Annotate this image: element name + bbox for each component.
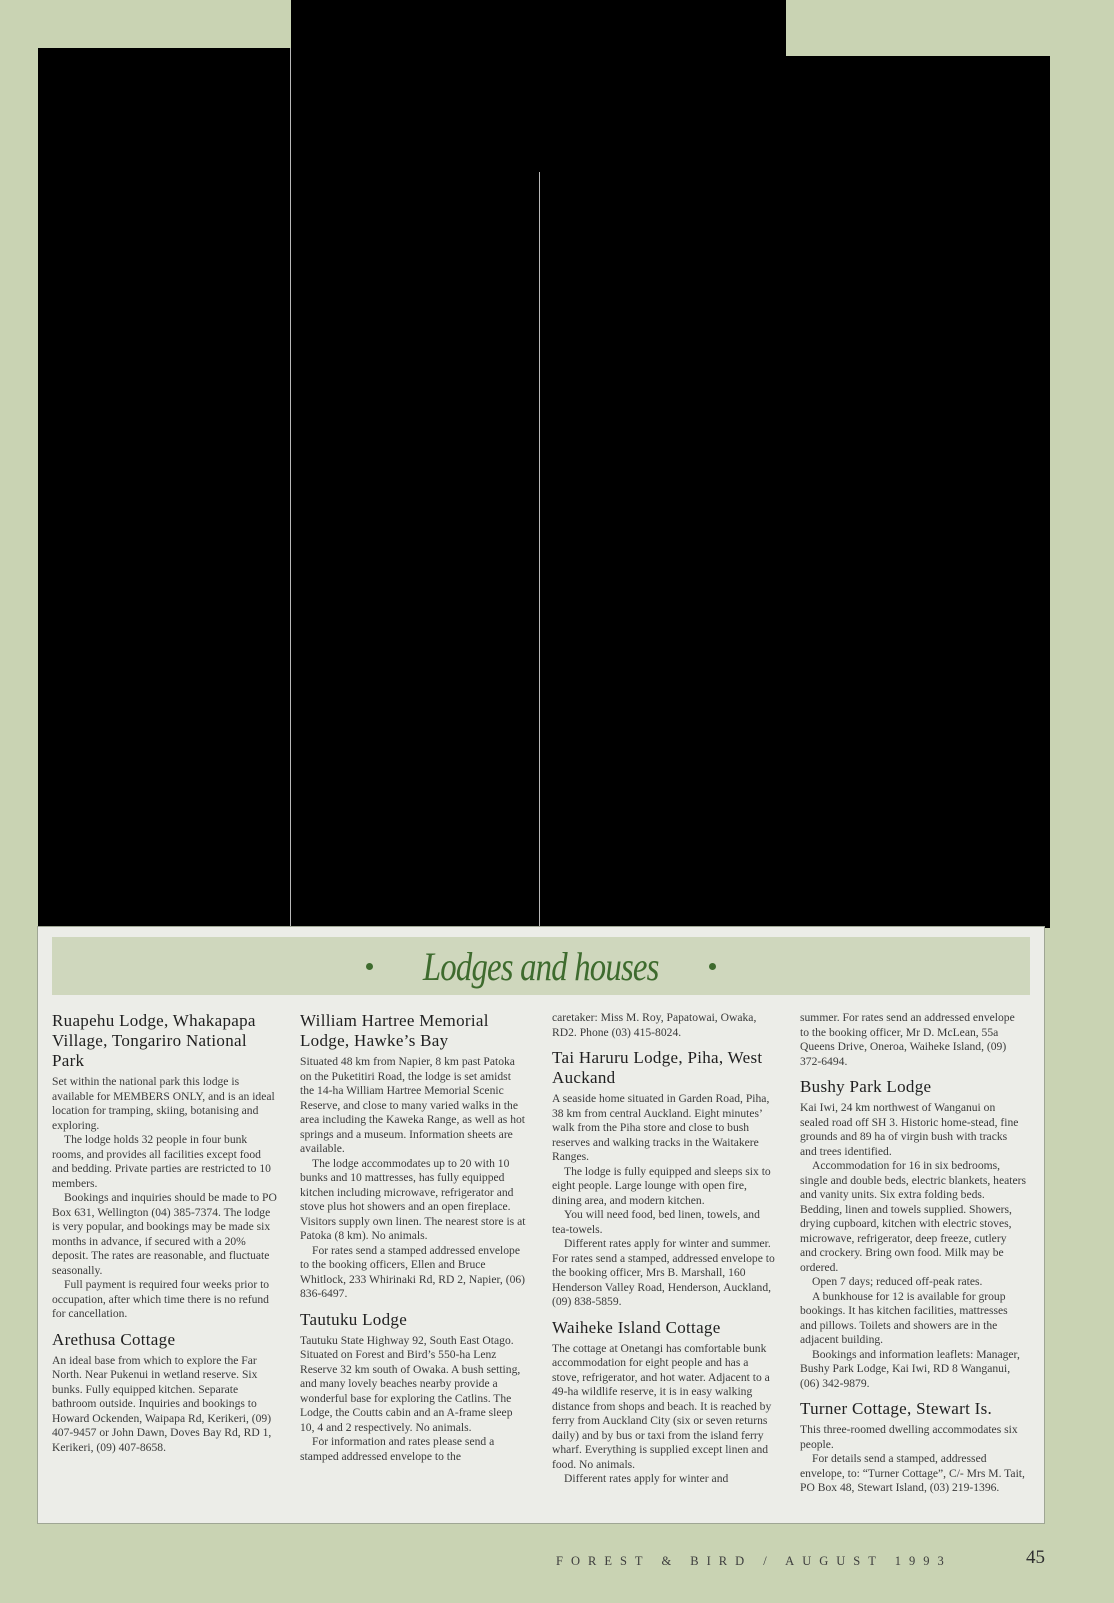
paragraph: summer. For rates send an addressed envelope to the booking officer, Mr D. McLean, 55a Queens Drive, Oneroa, Waiheke Island, (09) 372-6494. (800, 1011, 1015, 1068)
heading-tai-haruru-lodge: Tai Haruru Lodge, Piha, West Auckand (552, 1048, 763, 1087)
lodges-panel (37, 926, 1045, 1524)
paragraph: Accommodation for 16 in six bedrooms, single and double beds, electric blankets, heaters and vanity units. Six extra folding beds. Bedding, linen and towels supplied. Showers, drying cupboard, kitchen with electric stoves, microwave, refrigerator, deep freeze, cutlery and crockery. Bring own food. Milk may be ordered. (800, 1159, 1026, 1274)
heading-turner-cottage: Turner Cottage, Stewart Is. (800, 1399, 993, 1418)
paragraph: Different rates apply for winter and (564, 1472, 729, 1485)
heading-ruapehu-lodge: Ruapehu Lodge, Whakapapa Village, Tongariro National Park (52, 1011, 256, 1070)
heading-arethusa-cottage: Arethusa Cottage (52, 1329, 176, 1349)
paragraph: The lodge holds 32 people in four bunk rooms, and provides all facilities except food and bedding. Private parties are restricted to 10 members. (52, 1133, 271, 1190)
section-title: Lodges and houses (423, 943, 659, 989)
section-banner (52, 937, 1030, 995)
paragraph: An ideal base from which to explore the Far North. Near Pukenui in wetland reserve. Six bunks. Fully equipped kitchen. Separate bathroom outside. Inquiries and bookings to Howard Ockenden, Waipapa Rd, Kerikeri, (09) 407-9457 or John Dawn, Doves Bay Rd, RD 1, Kerikeri, (09) 407-8658. (52, 1353, 272, 1454)
photo-divider (290, 48, 291, 928)
photo-left (38, 48, 292, 928)
paragraph: For information and rates please send a stamped addressed envelope to the (300, 1435, 495, 1463)
paragraph: Different rates apply for winter and summer. For rates send a stamped, addressed envelope to the booking officer, Mrs B. Marshall, 160 Henderson Valley Road, Henderson, Auckland, (09) 838-5859. (552, 1237, 775, 1308)
column-4 (800, 1011, 1026, 1496)
paragraph: A bunkhouse for 12 is available for group bookings. It has kitchen facilities, mattresses and pillows. Toilets and showers are in the adjacent building. (800, 1289, 1008, 1346)
heading-tautuku-lodge: Tautuku Lodge (300, 1309, 408, 1329)
paragraph: The lodge is fully equipped and sleeps six to eight people. Large lounge with open fire, dining area, and modern kitchen. (552, 1164, 771, 1207)
paragraph: For rates send a stamped addressed envelope to the booking officers, Ellen and Bruce Whitlock, 233 Whirinaki Rd, RD 2, Napier, (06) 836-6497. (300, 1243, 526, 1300)
paragraph: Bookings and information leaflets: Manager, Bushy Park Lodge, Kai Iwi, RD 8 Wanganui, (06) 342-9879. (800, 1347, 1020, 1390)
paragraph: This three-roomed dwelling accommodates six people. (800, 1423, 1018, 1451)
paragraph: You will need food, bed linen, towels, and tea-towels. (552, 1208, 760, 1236)
paragraph: caretaker: Miss M. Roy, Papatowai, Owaka, RD2. Phone (03) 415-8024. (552, 1011, 757, 1039)
photo-divider-center (539, 172, 540, 928)
paragraph: Bookings and inquiries should be made to PO Box 631, Wellington (04) 385-7374. The lodge is very popular, and bookings may be made six months in advance, if secured with a 20% deposit. The rates are reasonable, and fluctuate seasonally. (52, 1191, 277, 1277)
paragraph: A seaside home situated in Garden Road, Piha, 38 km from central Auckland. Eight minutes’ walk from the Piha store and close to bush reserves and walking tracks in the Waitakere Ranges. (552, 1092, 770, 1163)
column-1 (52, 1011, 278, 1455)
heading-bushy-park-lodge: Bushy Park Lodge (800, 1077, 932, 1096)
column-2 (300, 1011, 526, 1464)
paragraph: Set within the national park this lodge is available for MEMBERS ONLY, and is an ideal location for tramping, skiing, botanising and exploring. (52, 1075, 275, 1132)
running-footer: FOREST & BIRD / AUGUST 1993 (556, 1554, 952, 1568)
bullet-icon (366, 963, 373, 970)
paragraph: Tautuku State Highway 92, South East Otago. Situated on Forest and Bird’s 550-ha Lenz Reserve 32 km south of Owaka. A bush setting, and many lovely beaches nearby provide a wonderful base for exploring the Catlins. The Lodge, the Coutts cabin and an A-frame sleep 10, 4 and 2 respectively. No animals. (300, 1333, 521, 1434)
heading-william-hartree-lodge: William Hartree Memorial Lodge, Hawke’s Bay (300, 1011, 489, 1050)
paragraph: Full payment is required four weeks prior to occupation, after which time there is no refund for cancellation. (52, 1278, 270, 1320)
paragraph: For details send a stamped, addressed envelope, to: “Turner Cottage”, C/- Mrs M. Tait, PO Box 48, Stewart Island, (03) 219-1396. (800, 1452, 1025, 1494)
paragraph: Kai Iwi, 24 km northwest of Wanganui on sealed road off SH 3. Historic home-stead, fine grounds and 89 ha of virgin bush with tracks and trees identified. (800, 1101, 1019, 1158)
photo-right (785, 56, 1050, 928)
column-3 (552, 1011, 778, 1487)
paragraph: The cottage at Onetangi has comfortable bunk accommodation for eight people and has a stove, refrigerator, and hot water. Adjacent to a 49-ha wildlife reserve, it is in easy walking distance from shops and beach. It is reached by ferry from Auckland City (six or seven returns daily) and by bus or taxi from the island ferry wharf. Everything is supplied except linen and food. No animals. (552, 1341, 772, 1471)
paragraph: Situated 48 km from Napier, 8 km past Patoka on the Puketitiri Road, the lodge is set amidst the 14-ha William Hartree Memorial Scenic Reserve, and close to many varied walks in the area including the Kaweka Range, as well as hot springs and a museum. Information sheets are available. (300, 1055, 526, 1155)
heading-waiheke-island-cottage: Waiheke Island Cottage (552, 1317, 721, 1337)
bullet-icon (709, 963, 716, 970)
page-number: 45 (1026, 1547, 1045, 1568)
paragraph: Open 7 days; reduced off-peak rates. (812, 1275, 983, 1288)
paragraph: The lodge accommodates up to 20 with 10 bunks and 10 mattresses, has fully equipped kitchen including microwave, refrigerator and stove plus hot showers and an open fireplace. Visitors supply own linen. The nearest store is at Patoka (8 km). No animals. (300, 1156, 526, 1242)
